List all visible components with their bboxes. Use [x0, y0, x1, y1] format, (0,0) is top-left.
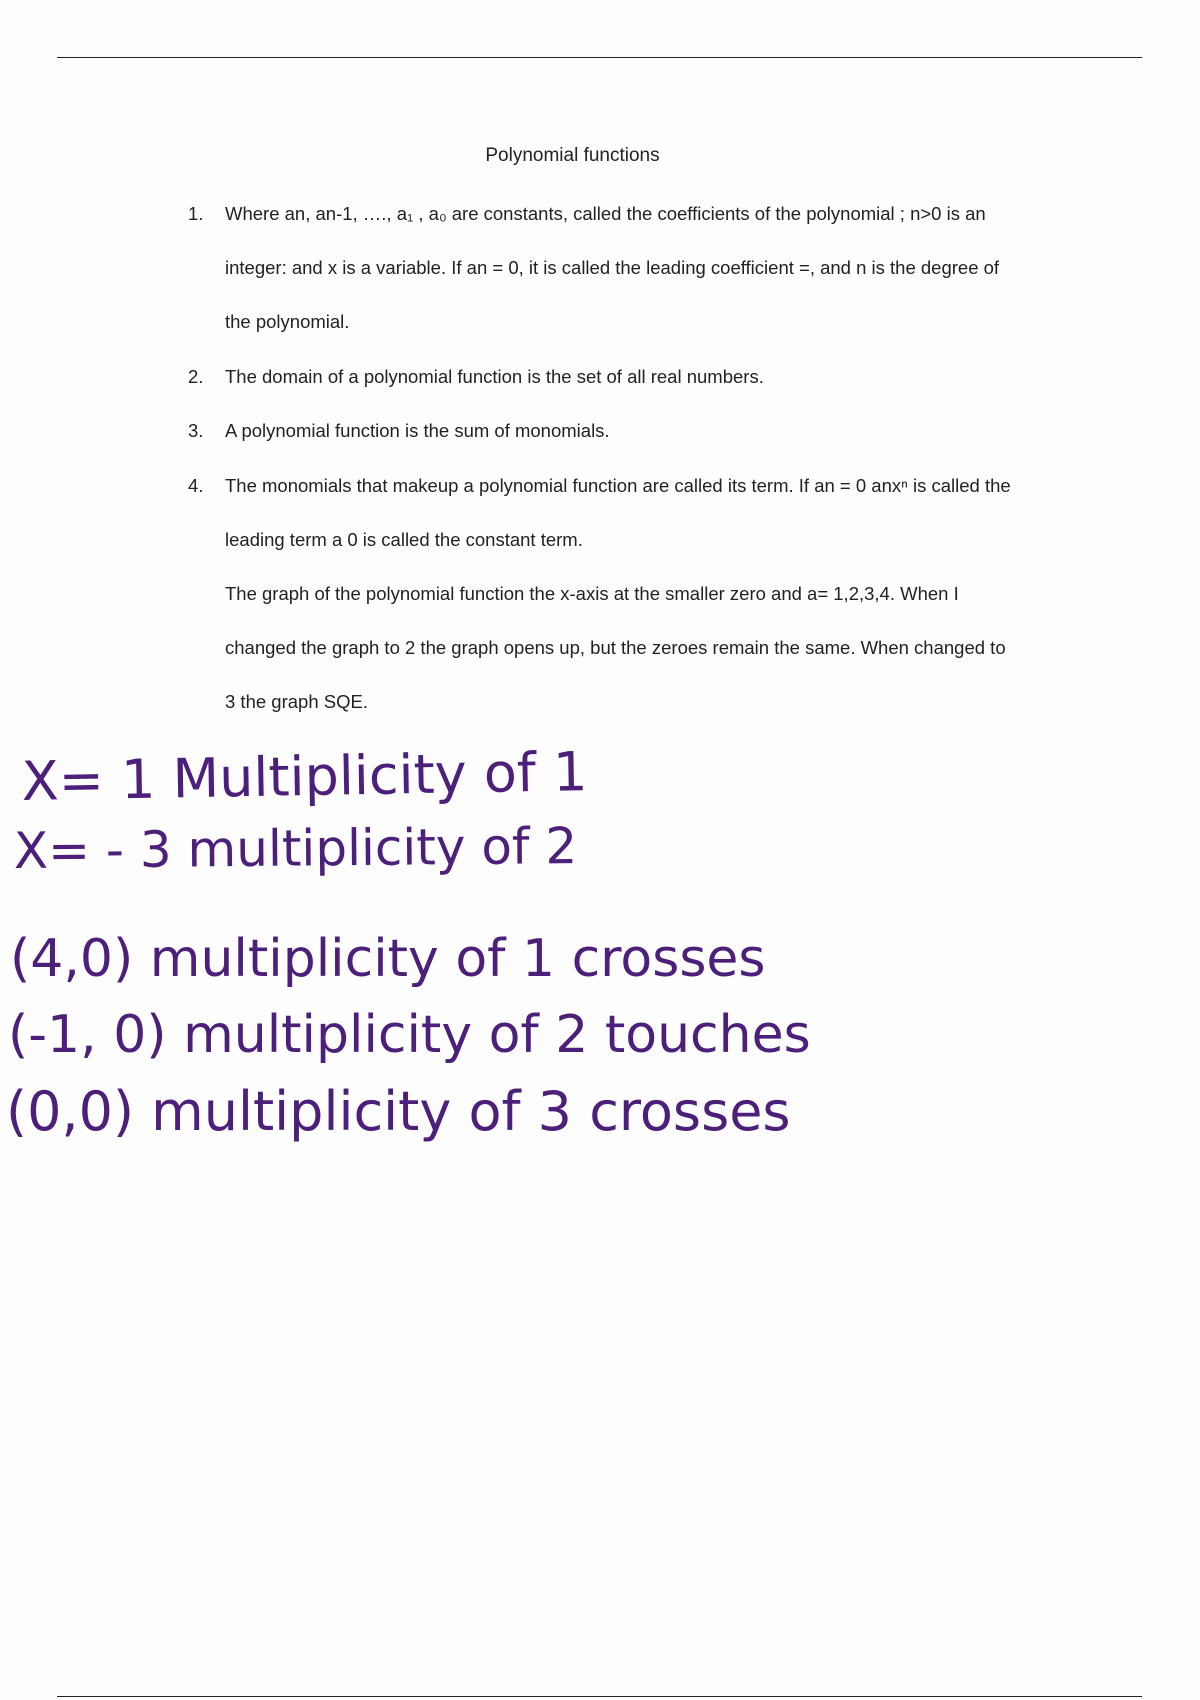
handwritten-line: X= 1 Multiplicity of 1 — [21, 740, 588, 813]
list-number: 4. — [188, 475, 204, 496]
list-text: The domain of a polynomial function is the set of all real numbers. — [225, 366, 764, 387]
handwritten-line: (4,0) multiplicity of 1 crosses — [10, 929, 766, 989]
list-number: 1. — [188, 203, 204, 224]
footer-rule — [57, 1696, 1142, 1697]
handwritten-line: (0,0) multiplicity of 3 crosses — [6, 1080, 791, 1143]
header-rule — [57, 57, 1142, 58]
handwritten-line: X= - 3 multiplicity of 2 — [13, 817, 578, 880]
list-text: The monomials that makeup a polynomial function are called its term. If an = 0 anxⁿ is called the — [225, 475, 1011, 496]
list-text-continuation: the polynomial. — [225, 311, 350, 332]
paragraph-line: changed the graph to 2 the graph opens up, but the zeroes remain the same. When changed to — [225, 637, 1006, 658]
list-text-continuation: integer: and x is a variable. If an = 0, it is called the leading coefficient =, and n is the degree of — [225, 257, 1000, 278]
paragraph-line: The graph of the polynomial function the x-axis at the smaller zero and a= 1,2,3,4. When I — [225, 583, 959, 604]
document-title: Polynomial functions — [485, 145, 660, 166]
list-text: A polynomial function is the sum of monomials. — [225, 420, 610, 441]
handwritten-notes — [0, 740, 1200, 1200]
list-number: 3. — [188, 420, 204, 441]
list-text: Where an, an-1, …., a₁ , a₀ are constants, called the coefficients of the polynomial ; n>0 is an — [225, 203, 986, 224]
list-text-continuation: leading term a 0 is called the constant term. — [225, 529, 583, 550]
paragraph-line: 3 the graph SQE. — [225, 691, 368, 712]
handwritten-line: (-1, 0) multiplicity of 2 touches — [8, 1005, 811, 1065]
list-number: 2. — [188, 366, 204, 387]
